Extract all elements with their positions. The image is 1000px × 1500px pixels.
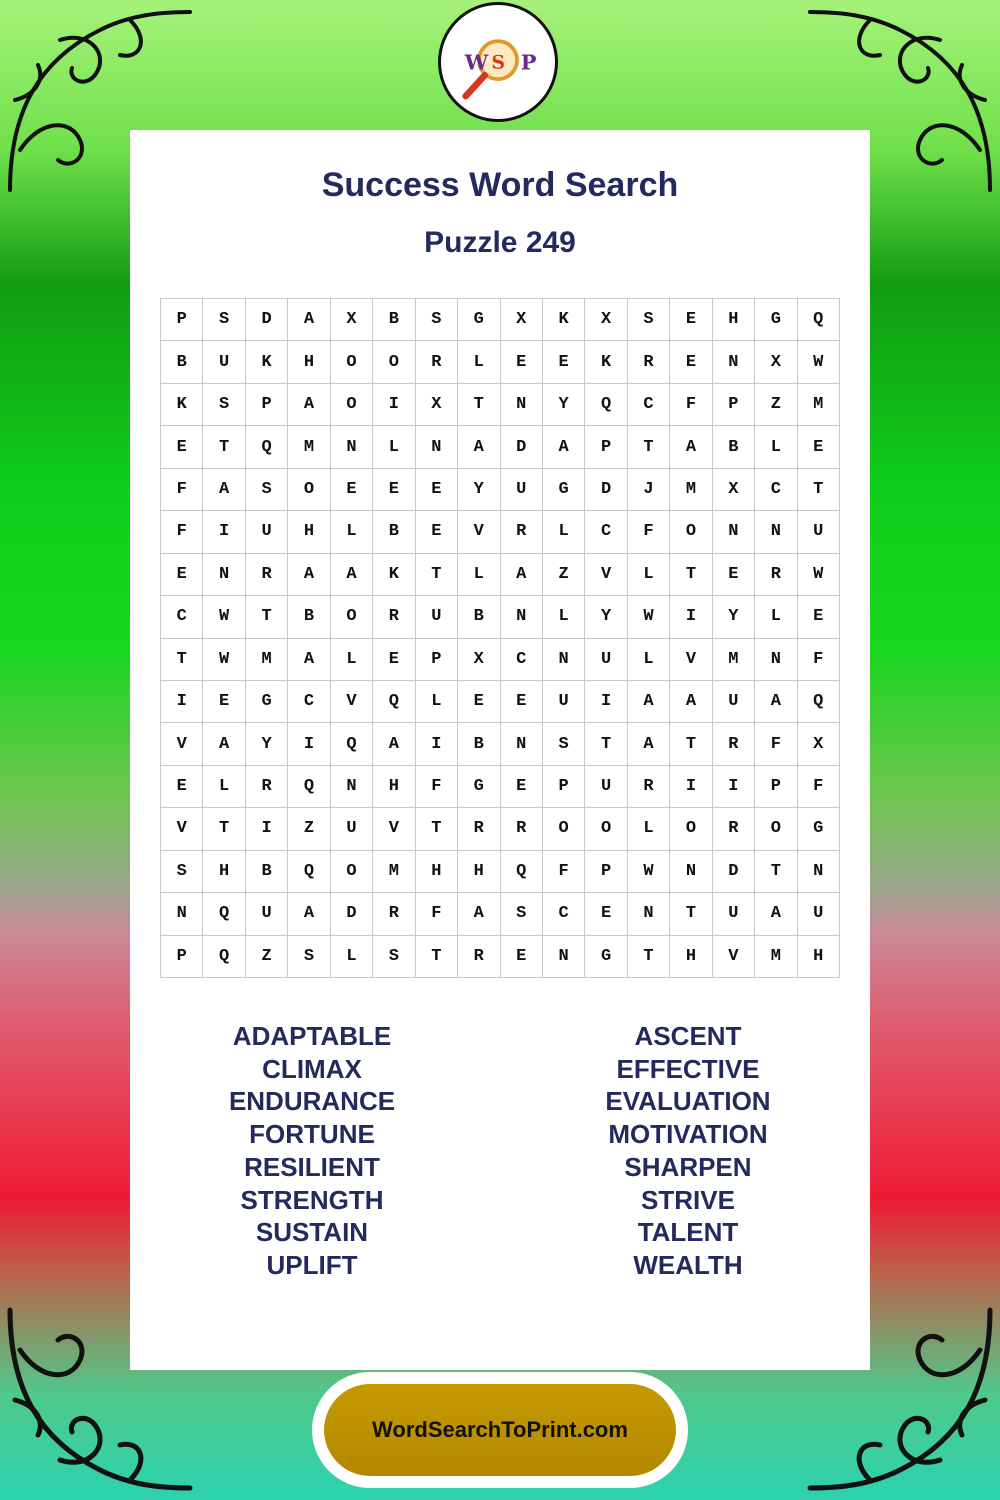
grid-cell[interactable]: E: [161, 554, 203, 596]
word-list-left: [162, 1020, 462, 1282]
logo-letter-w: W: [464, 49, 489, 75]
grid-cell[interactable]: U: [798, 893, 840, 935]
grid-cell[interactable]: Z: [755, 384, 797, 426]
grid-cell[interactable]: I: [713, 766, 755, 808]
grid-cell[interactable]: A: [288, 384, 330, 426]
grid-cell[interactable]: U: [246, 893, 288, 935]
grid-cell[interactable]: O: [670, 511, 712, 553]
grid-cell[interactable]: Z: [288, 808, 330, 850]
grid-cell[interactable]: W: [203, 596, 245, 638]
grid-cell[interactable]: L: [543, 596, 585, 638]
grid-cell[interactable]: L: [628, 808, 670, 850]
grid-cell[interactable]: O: [331, 596, 373, 638]
grid-cell[interactable]: W: [798, 341, 840, 383]
grid-cell[interactable]: C: [501, 639, 543, 681]
grid-cell[interactable]: P: [416, 639, 458, 681]
grid-cell[interactable]: C: [288, 681, 330, 723]
grid-cell[interactable]: Q: [798, 681, 840, 723]
word-list-item: ADAPTABLE: [232, 1021, 392, 1051]
grid-cell[interactable]: O: [288, 469, 330, 511]
grid-cell[interactable]: R: [416, 341, 458, 383]
grid-cell[interactable]: A: [755, 893, 797, 935]
grid-cell[interactable]: D: [585, 469, 627, 511]
grid-cell[interactable]: K: [161, 384, 203, 426]
grid-cell[interactable]: E: [501, 936, 543, 978]
grid-cell[interactable]: D: [713, 851, 755, 893]
grid-cell[interactable]: F: [755, 723, 797, 765]
grid-cell[interactable]: O: [373, 341, 415, 383]
grid-cell[interactable]: U: [585, 639, 627, 681]
grid-cell[interactable]: A: [501, 554, 543, 596]
grid-cell[interactable]: A: [755, 681, 797, 723]
grid-cell[interactable]: H: [416, 851, 458, 893]
grid-cell[interactable]: T: [585, 723, 627, 765]
grid-cell[interactable]: L: [628, 639, 670, 681]
grid-cell[interactable]: P: [713, 384, 755, 426]
grid-cell[interactable]: S: [373, 936, 415, 978]
grid-cell[interactable]: T: [416, 554, 458, 596]
grid-cell[interactable]: A: [458, 893, 500, 935]
grid-cell[interactable]: S: [288, 936, 330, 978]
grid-cell[interactable]: I: [416, 723, 458, 765]
grid-cell[interactable]: A: [288, 299, 330, 341]
grid-cell[interactable]: T: [798, 469, 840, 511]
grid-cell[interactable]: E: [798, 426, 840, 468]
grid-cell[interactable]: I: [585, 681, 627, 723]
grid-cell[interactable]: X: [331, 299, 373, 341]
grid-cell[interactable]: C: [543, 893, 585, 935]
grid-cell[interactable]: E: [373, 469, 415, 511]
grid-cell[interactable]: L: [755, 596, 797, 638]
grid-cell[interactable]: E: [585, 893, 627, 935]
grid-cell[interactable]: B: [373, 299, 415, 341]
grid-cell[interactable]: L: [203, 766, 245, 808]
grid-cell[interactable]: S: [161, 851, 203, 893]
grid-cell[interactable]: G: [585, 936, 627, 978]
grid-cell[interactable]: P: [585, 426, 627, 468]
grid-cell[interactable]: Q: [203, 936, 245, 978]
grid-cell[interactable]: N: [501, 596, 543, 638]
grid-cell[interactable]: K: [246, 341, 288, 383]
grid-cell[interactable]: L: [331, 639, 373, 681]
grid-cell[interactable]: T: [203, 426, 245, 468]
grid-cell[interactable]: E: [798, 596, 840, 638]
grid-cell[interactable]: A: [670, 426, 712, 468]
grid-cell[interactable]: S: [246, 469, 288, 511]
grid-cell[interactable]: I: [670, 766, 712, 808]
grid-cell[interactable]: E: [713, 554, 755, 596]
grid-cell[interactable]: N: [331, 426, 373, 468]
grid-cell[interactable]: A: [628, 681, 670, 723]
grid-cell[interactable]: N: [628, 893, 670, 935]
grid-cell[interactable]: X: [458, 639, 500, 681]
grid-cell[interactable]: B: [713, 426, 755, 468]
grid-cell[interactable]: A: [670, 681, 712, 723]
grid-cell[interactable]: P: [543, 766, 585, 808]
grid-cell[interactable]: O: [331, 851, 373, 893]
grid-cell[interactable]: N: [501, 384, 543, 426]
grid-cell[interactable]: V: [458, 511, 500, 553]
word-list-item: ASCENT: [634, 1021, 742, 1051]
grid-cell[interactable]: T: [203, 808, 245, 850]
grid-cell[interactable]: B: [288, 596, 330, 638]
grid-cell[interactable]: P: [246, 384, 288, 426]
grid-cell[interactable]: C: [755, 469, 797, 511]
grid-cell[interactable]: R: [246, 554, 288, 596]
grid-cell[interactable]: H: [713, 299, 755, 341]
grid-cell[interactable]: B: [161, 341, 203, 383]
grid-cell[interactable]: R: [713, 808, 755, 850]
grid-cell[interactable]: Q: [501, 851, 543, 893]
word-list-item: FORTUNE: [249, 1119, 375, 1150]
grid-cell[interactable]: A: [543, 426, 585, 468]
grid-cell[interactable]: F: [798, 639, 840, 681]
grid-cell[interactable]: R: [373, 596, 415, 638]
page-title: Success Word Search: [321, 166, 679, 204]
word-list-item: EFFECTIVE: [616, 1053, 760, 1084]
grid-cell[interactable]: H: [373, 766, 415, 808]
grid-cell[interactable]: T: [670, 723, 712, 765]
grid-cell[interactable]: U: [246, 511, 288, 553]
grid-cell[interactable]: E: [203, 681, 245, 723]
grid-cell[interactable]: R: [501, 511, 543, 553]
grid-cell[interactable]: E: [331, 469, 373, 511]
grid-cell[interactable]: R: [458, 808, 500, 850]
grid-cell[interactable]: Q: [373, 681, 415, 723]
grid-cell[interactable]: R: [628, 766, 670, 808]
grid-cell[interactable]: V: [331, 681, 373, 723]
puzzle-sheet: [130, 130, 870, 1370]
grid-cell[interactable]: E: [161, 426, 203, 468]
grid-cell[interactable]: M: [670, 469, 712, 511]
word-list-item: ENDURANCE: [228, 1086, 396, 1117]
grid-cell[interactable]: I: [161, 681, 203, 723]
grid-cell[interactable]: S: [628, 299, 670, 341]
grid-cell[interactable]: F: [416, 893, 458, 935]
grid-cell[interactable]: Q: [331, 723, 373, 765]
grid-cell[interactable]: L: [331, 936, 373, 978]
grid-cell[interactable]: A: [373, 723, 415, 765]
grid-cell[interactable]: E: [501, 681, 543, 723]
grid-cell[interactable]: E: [501, 766, 543, 808]
grid-cell[interactable]: L: [416, 681, 458, 723]
grid-cell[interactable]: D: [501, 426, 543, 468]
grid-cell[interactable]: Q: [798, 299, 840, 341]
letter-grid: [160, 298, 840, 978]
grid-cell[interactable]: I: [670, 596, 712, 638]
grid-cell[interactable]: I: [246, 808, 288, 850]
grid-cell[interactable]: K: [373, 554, 415, 596]
grid-cell[interactable]: I: [373, 384, 415, 426]
grid-cell[interactable]: U: [203, 341, 245, 383]
grid-cell[interactable]: S: [416, 299, 458, 341]
grid-cell[interactable]: Y: [458, 469, 500, 511]
grid-cell[interactable]: O: [670, 808, 712, 850]
word-list-item: CLIMAX: [262, 1053, 362, 1084]
grid-cell[interactable]: U: [713, 681, 755, 723]
grid-cell[interactable]: V: [670, 639, 712, 681]
word-list-item: UPLIFT: [266, 1249, 358, 1280]
grid-cell[interactable]: A: [203, 469, 245, 511]
grid-cell[interactable]: G: [246, 681, 288, 723]
grid-cell[interactable]: X: [755, 341, 797, 383]
grid-cell[interactable]: V: [161, 808, 203, 850]
grid-cell[interactable]: F: [798, 766, 840, 808]
grid-cell[interactable]: U: [585, 766, 627, 808]
grid-cell[interactable]: X: [501, 299, 543, 341]
word-list-item: MOTIVATION: [608, 1119, 768, 1150]
grid-cell[interactable]: W: [203, 639, 245, 681]
grid-cell[interactable]: Q: [288, 766, 330, 808]
grid-cell[interactable]: S: [501, 893, 543, 935]
grid-cell[interactable]: A: [288, 893, 330, 935]
grid-cell[interactable]: O: [331, 384, 373, 426]
grid-cell[interactable]: N: [670, 851, 712, 893]
grid-cell[interactable]: N: [331, 766, 373, 808]
grid-cell[interactable]: L: [458, 341, 500, 383]
grid-cell[interactable]: P: [161, 299, 203, 341]
grid-cell[interactable]: I: [288, 723, 330, 765]
grid-cell[interactable]: N: [501, 723, 543, 765]
grid-cell[interactable]: Y: [543, 384, 585, 426]
grid-cell[interactable]: U: [798, 511, 840, 553]
grid-cell[interactable]: Z: [246, 936, 288, 978]
grid-cell[interactable]: U: [331, 808, 373, 850]
grid-cell[interactable]: T: [416, 936, 458, 978]
grid-cell[interactable]: N: [203, 554, 245, 596]
grid-cell[interactable]: R: [755, 554, 797, 596]
grid-cell[interactable]: F: [628, 511, 670, 553]
grid-cell[interactable]: T: [416, 808, 458, 850]
grid-cell[interactable]: B: [246, 851, 288, 893]
grid-cell[interactable]: N: [543, 936, 585, 978]
grid-cell[interactable]: E: [416, 469, 458, 511]
logo-letter-s: S: [491, 51, 506, 74]
grid-cell[interactable]: H: [203, 851, 245, 893]
grid-cell[interactable]: E: [458, 681, 500, 723]
grid-cell[interactable]: L: [755, 426, 797, 468]
grid-cell[interactable]: T: [458, 384, 500, 426]
grid-cell[interactable]: X: [798, 723, 840, 765]
grid-cell[interactable]: D: [246, 299, 288, 341]
grid-cell[interactable]: R: [246, 766, 288, 808]
grid-cell[interactable]: U: [501, 469, 543, 511]
grid-cell[interactable]: G: [755, 299, 797, 341]
grid-cell[interactable]: M: [755, 936, 797, 978]
grid-cell[interactable]: N: [416, 426, 458, 468]
grid-cell[interactable]: G: [798, 808, 840, 850]
word-list-item: SHARPEN: [624, 1151, 752, 1182]
grid-cell[interactable]: R: [373, 893, 415, 935]
grid-cell[interactable]: E: [161, 766, 203, 808]
grid-cell[interactable]: Q: [288, 851, 330, 893]
website-link[interactable]: WordSearchToPrint.com: [324, 1384, 676, 1476]
grid-cell[interactable]: N: [161, 893, 203, 935]
grid-cell[interactable]: U: [416, 596, 458, 638]
grid-cell[interactable]: V: [373, 808, 415, 850]
grid-cell[interactable]: M: [373, 851, 415, 893]
word-list-right: [538, 1020, 838, 1282]
grid-cell[interactable]: C: [628, 384, 670, 426]
grid-cell[interactable]: O: [755, 808, 797, 850]
grid-cell[interactable]: R: [713, 723, 755, 765]
grid-cell[interactable]: L: [331, 511, 373, 553]
grid-cell[interactable]: V: [161, 723, 203, 765]
grid-cell[interactable]: K: [585, 341, 627, 383]
grid-cell[interactable]: A: [203, 723, 245, 765]
grid-cell[interactable]: H: [798, 936, 840, 978]
grid-cell[interactable]: E: [670, 299, 712, 341]
grid-cell[interactable]: G: [543, 469, 585, 511]
grid-cell[interactable]: H: [458, 851, 500, 893]
word-list-item: RESILIENT: [244, 1151, 380, 1182]
grid-cell[interactable]: O: [585, 808, 627, 850]
grid-cell[interactable]: B: [373, 511, 415, 553]
grid-cell[interactable]: B: [458, 723, 500, 765]
grid-cell[interactable]: F: [161, 511, 203, 553]
grid-cell[interactable]: Z: [543, 554, 585, 596]
grid-cell[interactable]: X: [713, 469, 755, 511]
grid-cell[interactable]: R: [628, 341, 670, 383]
grid-cell[interactable]: N: [798, 851, 840, 893]
grid-cell[interactable]: D: [331, 893, 373, 935]
puzzle-number: Puzzle 249: [424, 226, 576, 259]
grid-cell[interactable]: Q: [246, 426, 288, 468]
grid-cell[interactable]: S: [203, 384, 245, 426]
grid-cell[interactable]: L: [628, 554, 670, 596]
grid-cell[interactable]: O: [543, 808, 585, 850]
grid-cell[interactable]: A: [288, 639, 330, 681]
grid-cell[interactable]: U: [713, 893, 755, 935]
grid-cell[interactable]: L: [543, 511, 585, 553]
grid-cell[interactable]: Q: [203, 893, 245, 935]
grid-cell[interactable]: F: [543, 851, 585, 893]
grid-cell[interactable]: W: [628, 596, 670, 638]
grid-cell[interactable]: E: [416, 511, 458, 553]
grid-cell[interactable]: F: [161, 469, 203, 511]
word-list-item: EVALUATION: [605, 1086, 771, 1117]
grid-cell[interactable]: T: [670, 554, 712, 596]
grid-cell[interactable]: V: [713, 936, 755, 978]
grid-cell[interactable]: N: [543, 639, 585, 681]
grid-cell[interactable]: M: [798, 384, 840, 426]
grid-cell[interactable]: O: [331, 341, 373, 383]
grid-cell[interactable]: N: [755, 639, 797, 681]
grid-cell[interactable]: X: [585, 299, 627, 341]
grid-cell[interactable]: F: [416, 766, 458, 808]
grid-cell[interactable]: G: [458, 766, 500, 808]
grid-cell[interactable]: B: [458, 596, 500, 638]
grid-cell[interactable]: A: [288, 554, 330, 596]
grid-cell[interactable]: T: [670, 893, 712, 935]
grid-cell[interactable]: T: [628, 426, 670, 468]
grid-cell[interactable]: C: [161, 596, 203, 638]
grid-cell[interactable]: W: [798, 554, 840, 596]
grid-cell[interactable]: I: [203, 511, 245, 553]
grid-cell[interactable]: A: [628, 723, 670, 765]
grid-cell[interactable]: E: [373, 639, 415, 681]
grid-cell[interactable]: S: [543, 723, 585, 765]
grid-cell[interactable]: J: [628, 469, 670, 511]
word-list-item: STRIVE: [641, 1184, 735, 1215]
grid-cell[interactable]: N: [713, 341, 755, 383]
grid-cell[interactable]: H: [288, 511, 330, 553]
word-list-item: TALENT: [637, 1217, 739, 1248]
logo-letter-p: P: [520, 49, 537, 75]
grid-cell[interactable]: E: [543, 341, 585, 383]
grid-cell[interactable]: H: [288, 341, 330, 383]
grid-cell[interactable]: A: [458, 426, 500, 468]
grid-cell[interactable]: M: [246, 639, 288, 681]
grid-cell[interactable]: X: [416, 384, 458, 426]
grid-cell[interactable]: W: [628, 851, 670, 893]
grid-cell[interactable]: G: [458, 299, 500, 341]
grid-cell[interactable]: M: [288, 426, 330, 468]
grid-cell[interactable]: V: [585, 554, 627, 596]
grid-cell[interactable]: H: [670, 936, 712, 978]
footer-badge: [312, 1372, 688, 1488]
grid-cell[interactable]: N: [713, 511, 755, 553]
grid-cell[interactable]: C: [585, 511, 627, 553]
grid-cell[interactable]: L: [458, 554, 500, 596]
grid-cell[interactable]: P: [161, 936, 203, 978]
grid-cell[interactable]: R: [501, 808, 543, 850]
grid-cell[interactable]: L: [373, 426, 415, 468]
grid-cell[interactable]: Y: [246, 723, 288, 765]
wsp-logo: [438, 2, 558, 122]
grid-cell[interactable]: Q: [585, 384, 627, 426]
grid-cell[interactable]: T: [161, 639, 203, 681]
grid-cell[interactable]: Y: [713, 596, 755, 638]
grid-cell[interactable]: T: [246, 596, 288, 638]
grid-cell[interactable]: S: [203, 299, 245, 341]
grid-cell[interactable]: N: [755, 511, 797, 553]
grid-cell[interactable]: E: [670, 341, 712, 383]
grid-cell[interactable]: M: [713, 639, 755, 681]
grid-cell[interactable]: F: [670, 384, 712, 426]
grid-cell[interactable]: Y: [585, 596, 627, 638]
grid-cell[interactable]: K: [543, 299, 585, 341]
grid-cell[interactable]: A: [331, 554, 373, 596]
grid-cell[interactable]: T: [628, 936, 670, 978]
grid-cell[interactable]: E: [501, 341, 543, 383]
word-list-item: SUSTAIN: [255, 1217, 369, 1248]
grid-cell[interactable]: R: [458, 936, 500, 978]
grid-cell[interactable]: T: [755, 851, 797, 893]
word-list-item: STRENGTH: [240, 1184, 384, 1215]
grid-cell[interactable]: U: [543, 681, 585, 723]
grid-cell[interactable]: P: [585, 851, 627, 893]
word-list-item: WEALTH: [633, 1249, 743, 1280]
grid-cell[interactable]: P: [755, 766, 797, 808]
